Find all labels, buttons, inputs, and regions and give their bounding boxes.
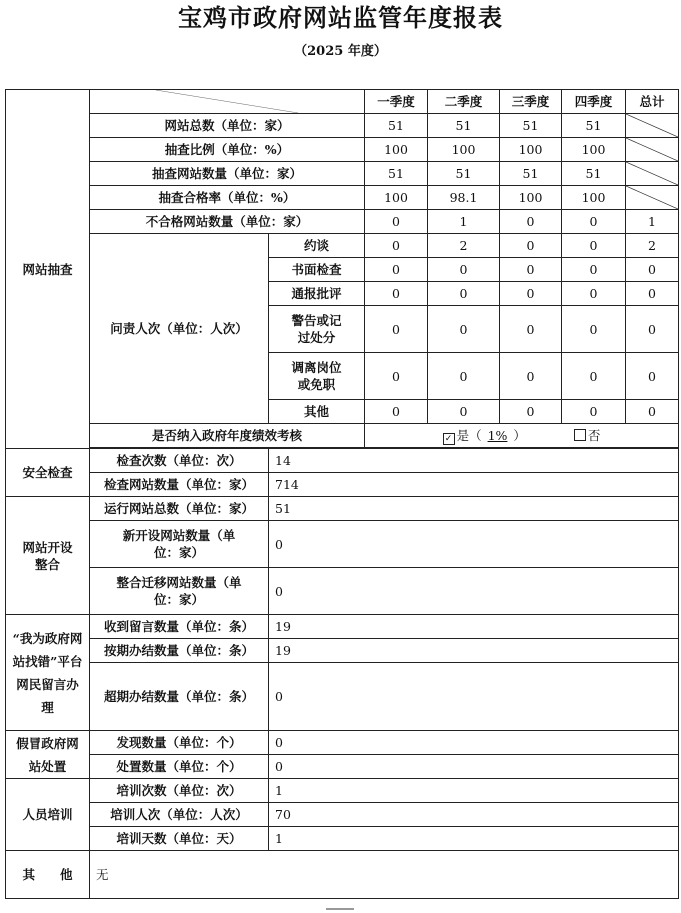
row-label: 培训人次（单位：人次） <box>90 803 269 827</box>
row-label: 培训天数（单位：天） <box>90 827 269 851</box>
row-label: 整合迁移网站数量（单位：家） <box>90 568 269 615</box>
table-row <box>6 779 679 803</box>
row-value: 0 <box>269 731 679 755</box>
row-value: 51 <box>269 497 679 521</box>
q1-value: 0 <box>365 234 428 258</box>
total-value: 1 <box>626 210 679 234</box>
col-q2: 二季度 <box>428 90 500 114</box>
row-label: 通报批评 <box>269 282 365 306</box>
q4-value: 51 <box>562 162 626 186</box>
q1-value: 0 <box>365 282 428 306</box>
q1-value: 51 <box>365 114 428 138</box>
row-value: 1 <box>269 779 679 803</box>
q2-value: 0 <box>428 400 500 424</box>
q3-value: 0 <box>500 306 562 353</box>
checkbox-checked-icon[interactable]: ✓ <box>443 433 455 445</box>
total-empty <box>626 114 679 138</box>
row-value: 714 <box>269 473 679 497</box>
table-row <box>6 615 679 639</box>
total-value: 0 <box>626 282 679 306</box>
col-q3: 三季度 <box>500 90 562 114</box>
row-label: 超期办结数量（单位：条） <box>90 663 269 731</box>
row-value: 0 <box>269 663 679 731</box>
total-value: 0 <box>626 306 679 353</box>
q2-value: 51 <box>428 162 500 186</box>
section-message: “我为政府网站找错”平台网民留言办理 <box>6 615 90 731</box>
table-row <box>6 138 679 162</box>
q3-value: 0 <box>500 258 562 282</box>
others-value: 无 <box>90 851 679 899</box>
q2-value: 0 <box>428 258 500 282</box>
row-label: 约谈 <box>269 234 365 258</box>
row-label: 调离岗位或免职 <box>269 353 365 400</box>
row-label: 新开设网站数量（单位：家） <box>90 521 269 568</box>
q3-value: 0 <box>500 210 562 234</box>
section-spot-check: 网站抽查 <box>6 90 90 449</box>
table-row <box>6 497 679 521</box>
q1-value: 100 <box>365 138 428 162</box>
q3-value: 100 <box>500 138 562 162</box>
table-row <box>6 568 679 615</box>
q2-value: 0 <box>428 353 500 400</box>
row-label: 培训次数（单位：次） <box>90 779 269 803</box>
total-empty <box>626 138 679 162</box>
q2-value: 98.1 <box>428 186 500 210</box>
q1-value: 0 <box>365 353 428 400</box>
report-title: 宝鸡市政府网站监管年度报表 <box>178 4 503 32</box>
table-row <box>6 521 679 568</box>
table-row <box>6 186 679 210</box>
table-row <box>6 473 679 497</box>
q2-value: 0 <box>428 306 500 353</box>
section-opening: 网站开设整合 <box>6 497 90 615</box>
q4-value: 0 <box>562 400 626 424</box>
q3-value: 100 <box>500 186 562 210</box>
q2-value: 100 <box>428 138 500 162</box>
q3-value: 0 <box>500 234 562 258</box>
row-label: 发现数量（单位：个） <box>90 731 269 755</box>
assessment-no[interactable]: 否 <box>574 428 601 443</box>
q4-value: 0 <box>562 258 626 282</box>
assessment-options <box>365 424 679 448</box>
report-table <box>5 89 679 899</box>
page-footer-mark <box>326 908 354 910</box>
q2-value: 0 <box>428 282 500 306</box>
q4-value: 100 <box>562 138 626 162</box>
row-label: 抽查网站数量（单位：家） <box>90 162 365 186</box>
total-empty <box>626 186 679 210</box>
total-empty <box>626 162 679 186</box>
row-label: 抽查比例（单位：%） <box>90 138 365 162</box>
row-label: 检查次数（单位：次） <box>90 449 269 473</box>
total-value: 0 <box>626 400 679 424</box>
table-row <box>6 663 679 731</box>
q1-value: 0 <box>365 258 428 282</box>
q2-value: 1 <box>428 210 500 234</box>
table-row <box>6 803 679 827</box>
checkbox-empty-icon[interactable] <box>574 429 586 441</box>
row-value: 19 <box>269 615 679 639</box>
row-label: 按期办结数量（单位：条） <box>90 639 269 663</box>
row-value: 70 <box>269 803 679 827</box>
total-value: 0 <box>626 353 679 400</box>
section-counterfeit: 假冒政府网站处置 <box>6 731 90 779</box>
table-row <box>6 210 679 234</box>
q1-value: 51 <box>365 162 428 186</box>
q4-value: 100 <box>562 186 626 210</box>
row-label: 不合格网站数量（单位：家） <box>90 210 365 234</box>
row-label: 抽查合格率（单位：%） <box>90 186 365 210</box>
total-value: 0 <box>626 258 679 282</box>
row-value: 1 <box>269 827 679 851</box>
row-label: 检查网站数量（单位：家） <box>90 473 269 497</box>
q2-value: 2 <box>428 234 500 258</box>
q3-value: 51 <box>500 162 562 186</box>
row-label: 其他 <box>269 400 365 424</box>
row-label: 网站总数（单位：家） <box>90 114 365 138</box>
row-value: 0 <box>269 568 679 615</box>
q1-value: 0 <box>365 306 428 353</box>
section-others: 其 他 <box>6 851 90 899</box>
col-total: 总计 <box>626 90 679 114</box>
q4-value: 51 <box>562 114 626 138</box>
q1-value: 0 <box>365 210 428 234</box>
row-label: 警告或记过处分 <box>269 306 365 353</box>
accountability-label: 问责人次（单位：人次） <box>90 234 269 424</box>
row-value: 14 <box>269 449 679 473</box>
assessment-label: 是否纳入政府年度绩效考核 <box>90 424 365 448</box>
q4-value: 0 <box>562 306 626 353</box>
row-value: 0 <box>269 521 679 568</box>
col-q1: 一季度 <box>365 90 428 114</box>
row-label: 处置数量（单位：个） <box>90 755 269 779</box>
table-row <box>6 827 679 851</box>
q1-value: 0 <box>365 400 428 424</box>
total-value: 2 <box>626 234 679 258</box>
q4-value: 0 <box>562 353 626 400</box>
table-row <box>6 234 679 258</box>
row-label: 运行网站总数（单位：家） <box>90 497 269 521</box>
q3-value: 0 <box>500 353 562 400</box>
q3-value: 51 <box>500 114 562 138</box>
table-row <box>6 639 679 663</box>
table-row <box>6 755 679 779</box>
table-row <box>6 162 679 186</box>
row-label: 书面检查 <box>269 258 365 282</box>
table-row <box>6 114 679 138</box>
header-diagonal-cell <box>90 90 365 114</box>
section-training: 人员培训 <box>6 779 90 851</box>
table-row <box>6 731 679 755</box>
row-value: 0 <box>269 755 679 779</box>
q4-value: 0 <box>562 210 626 234</box>
row-label: 收到留言数量（单位：条） <box>90 615 269 639</box>
q2-value: 51 <box>428 114 500 138</box>
table-row <box>6 449 679 473</box>
col-q4: 四季度 <box>562 90 626 114</box>
report-year: （2025 年度） <box>294 44 387 59</box>
table-row <box>6 424 679 448</box>
q4-value: 0 <box>562 234 626 258</box>
assessment-yes[interactable]: ✓ 是（ 1% ） <box>443 428 530 443</box>
q3-value: 0 <box>500 282 562 306</box>
section-security: 安全检查 <box>6 449 90 497</box>
table-row <box>6 851 679 899</box>
q3-value: 0 <box>500 400 562 424</box>
q4-value: 0 <box>562 282 626 306</box>
q1-value: 100 <box>365 186 428 210</box>
assessment-percent: 1% <box>487 427 508 443</box>
row-value: 19 <box>269 639 679 663</box>
